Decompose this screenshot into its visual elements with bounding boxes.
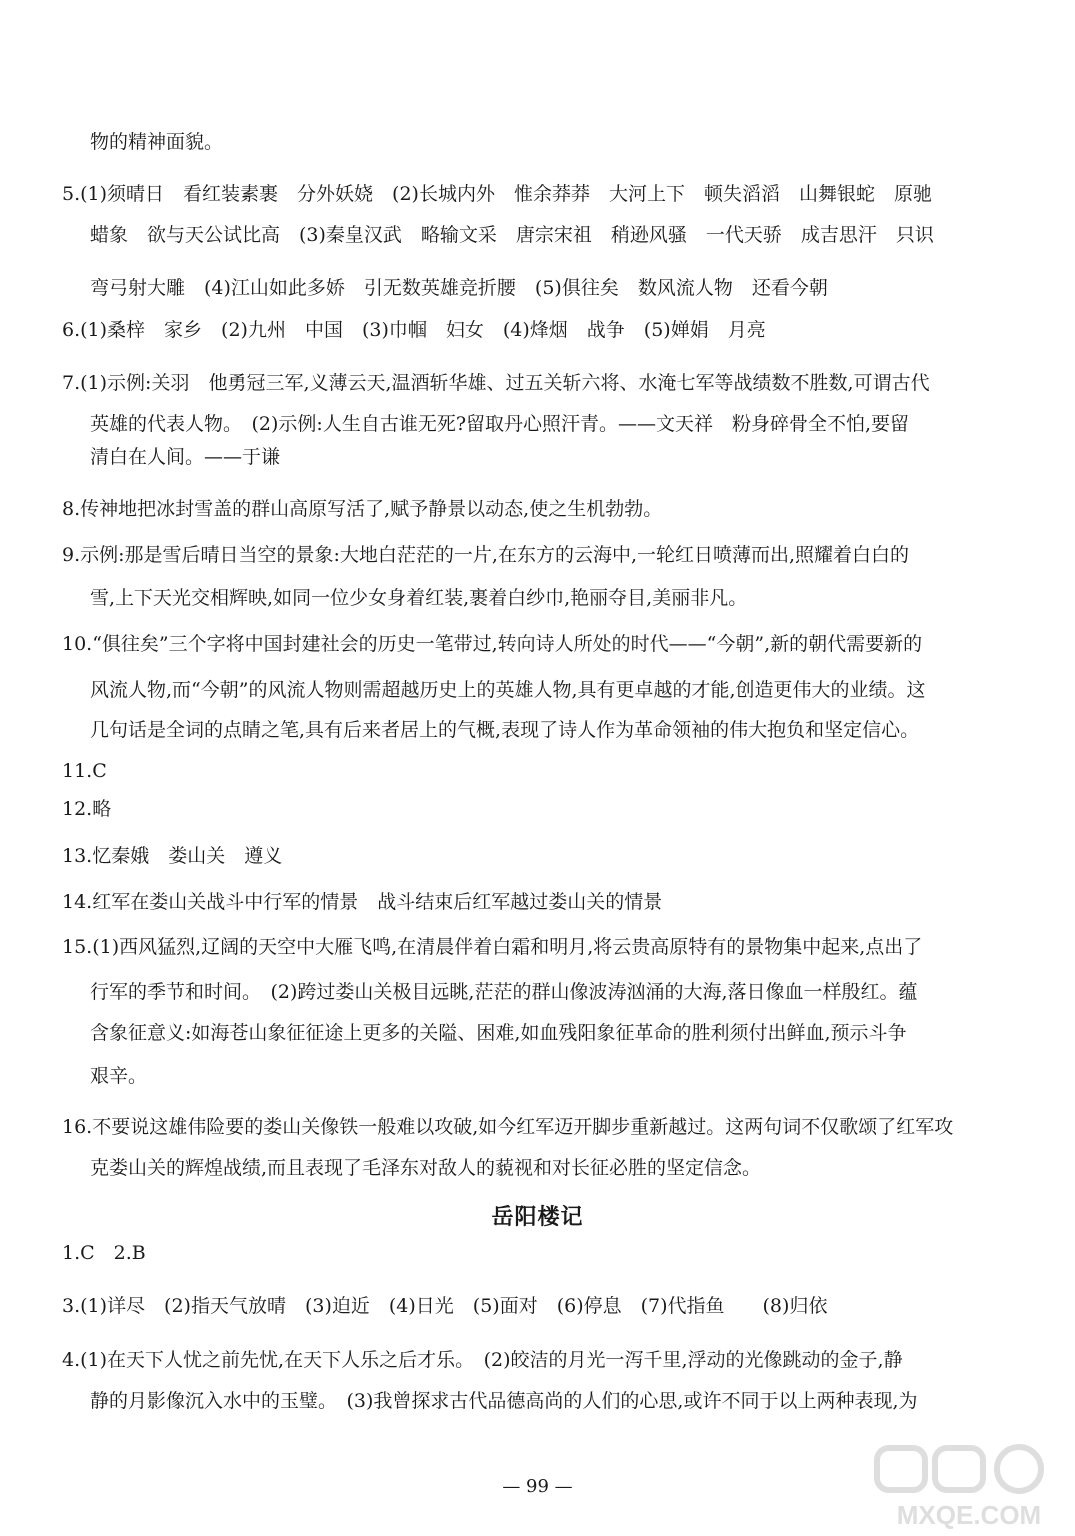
- answer-8-line: 8.传神地把冰封雪盖的群山高原写活了,赋予静景以动态,使之生机勃勃。: [62, 498, 663, 520]
- answer-10-line: 10.“俱往矣”三个字将中国封建社会的历史一笔带过,转向诗人所处的时代——“今朝”,新的朝代需要新的: [62, 633, 923, 655]
- svg-text:MXQE.COM: MXQE.COM: [896, 1500, 1042, 1530]
- text-line: 几句话是全词的点睛之笔,具有后来者居上的气概,表现了诗人作为革命领袖的伟大抱负和坚定信心。: [90, 719, 920, 741]
- text-line: 克娄山关的辉煌战绩,而且表现了毛泽东对敌人的藐视和对长征必胜的坚定信念。: [90, 1157, 762, 1179]
- answer-6-line: 6.(1)桑梓 家乡 (2)九州 中国 (3)巾帼 妇女 (4)烽烟 战争 (5)婵娟 月亮: [62, 319, 766, 341]
- answer-14-line: 14.红军在娄山关战斗中行军的情景 战斗结束后红军越过娄山关的情景: [62, 891, 663, 913]
- answer-4-line: 4.(1)在天下人忧之前先忧,在天下人乐之后才乐。 (2)皎洁的月光一泻千里,浮动的光像跳动的金子,静: [62, 1349, 903, 1371]
- answer-7-line: 7.(1)示例:关羽 他勇冠三军,义薄云天,温酒斩华雄、过五关斩六将、水淹七军等战绩数不胜数,可谓古代: [62, 372, 930, 394]
- text-line: 风流人物,而“今朝”的风流人物则需超越历史上的英雄人物,具有更卓越的才能,创造更伟大的业绩。这: [90, 679, 926, 701]
- answer-5-line: 5.(1)须晴日 看红装素裹 分外妖娆 (2)长城内外 惟余莽莽 大河上下 顿失滔滔 山舞银蛇 原驰: [62, 183, 932, 205]
- text-line: 蜡象 欲与天公试比高 (3)秦皇汉武 略输文采 唐宗宋祖 稍逊风骚 一代天骄 成吉思汗 只识: [90, 224, 934, 246]
- answer-1-2-line: 1.C 2.B: [62, 1242, 146, 1264]
- answer-13-line: 13.忆秦娥 娄山关 遵义: [62, 845, 283, 867]
- answer-9-line: 9.示例:那是雪后晴日当空的景象:大地白茫茫的一片,在东方的云海中,一轮红日喷薄而出,照耀着白白的: [62, 544, 910, 566]
- text-line: 艰辛。: [90, 1065, 148, 1087]
- answer-11-line: 11.C: [62, 760, 107, 782]
- text-line: 含象征意义:如海苍山象征征途上更多的关隘、困难,如血残阳象征革命的胜利须付出鲜血,预示斗争: [90, 1022, 907, 1044]
- answer-3-line: 3.(1)详尽 (2)指天气放晴 (3)迫近 (4)日光 (5)面对 (6)停息 (7)代指鱼 (8)归依: [62, 1295, 828, 1317]
- text-line: 行军的季节和时间。 (2)跨过娄山关极目远眺,茫茫的群山像波涛汹涌的大海,落日像血一样殷红。蕴: [90, 981, 918, 1003]
- page-number: — 99 —: [502, 1476, 573, 1497]
- text-line: 清白在人间。——于谦: [90, 446, 281, 468]
- section-title: 岳阳楼记: [491, 1204, 584, 1230]
- answer-15-line: 15.(1)西风猛烈,辽阔的天空中大雁飞鸣,在清晨伴着白霜和明月,将云贵高原特有的景物集中起来,点出了: [62, 936, 923, 958]
- watermark-logo: [869, 1442, 1069, 1532]
- text-line: 雪,上下天光交相辉映,如同一位少女身着红装,裹着白纱巾,艳丽夺目,美丽非凡。: [90, 587, 748, 609]
- text-line: 静的月影像沉入水中的玉璧。 (3)我曾探求古代品德高尚的人们的心思,或许不同于以上两种表现,为: [90, 1390, 918, 1412]
- text-line: 弯弓射大雕 (4)江山如此多娇 引无数英雄竞折腰 (5)俱往矣 数风流人物 还看今朝: [90, 277, 828, 299]
- answer-16-line: 16.不要说这雄伟险要的娄山关像铁一般难以攻破,如今红军迈开脚步重新越过。这两句词不仅歌颂了红军攻: [62, 1116, 954, 1138]
- text-line: 英雄的代表人物。 (2)示例:人生自古谁无死?留取丹心照汗青。——文天祥 粉身碎骨全不怕,要留: [90, 413, 910, 435]
- answer-12-line: 12.略: [62, 798, 112, 820]
- text-line: 物的精神面貌。: [90, 131, 224, 153]
